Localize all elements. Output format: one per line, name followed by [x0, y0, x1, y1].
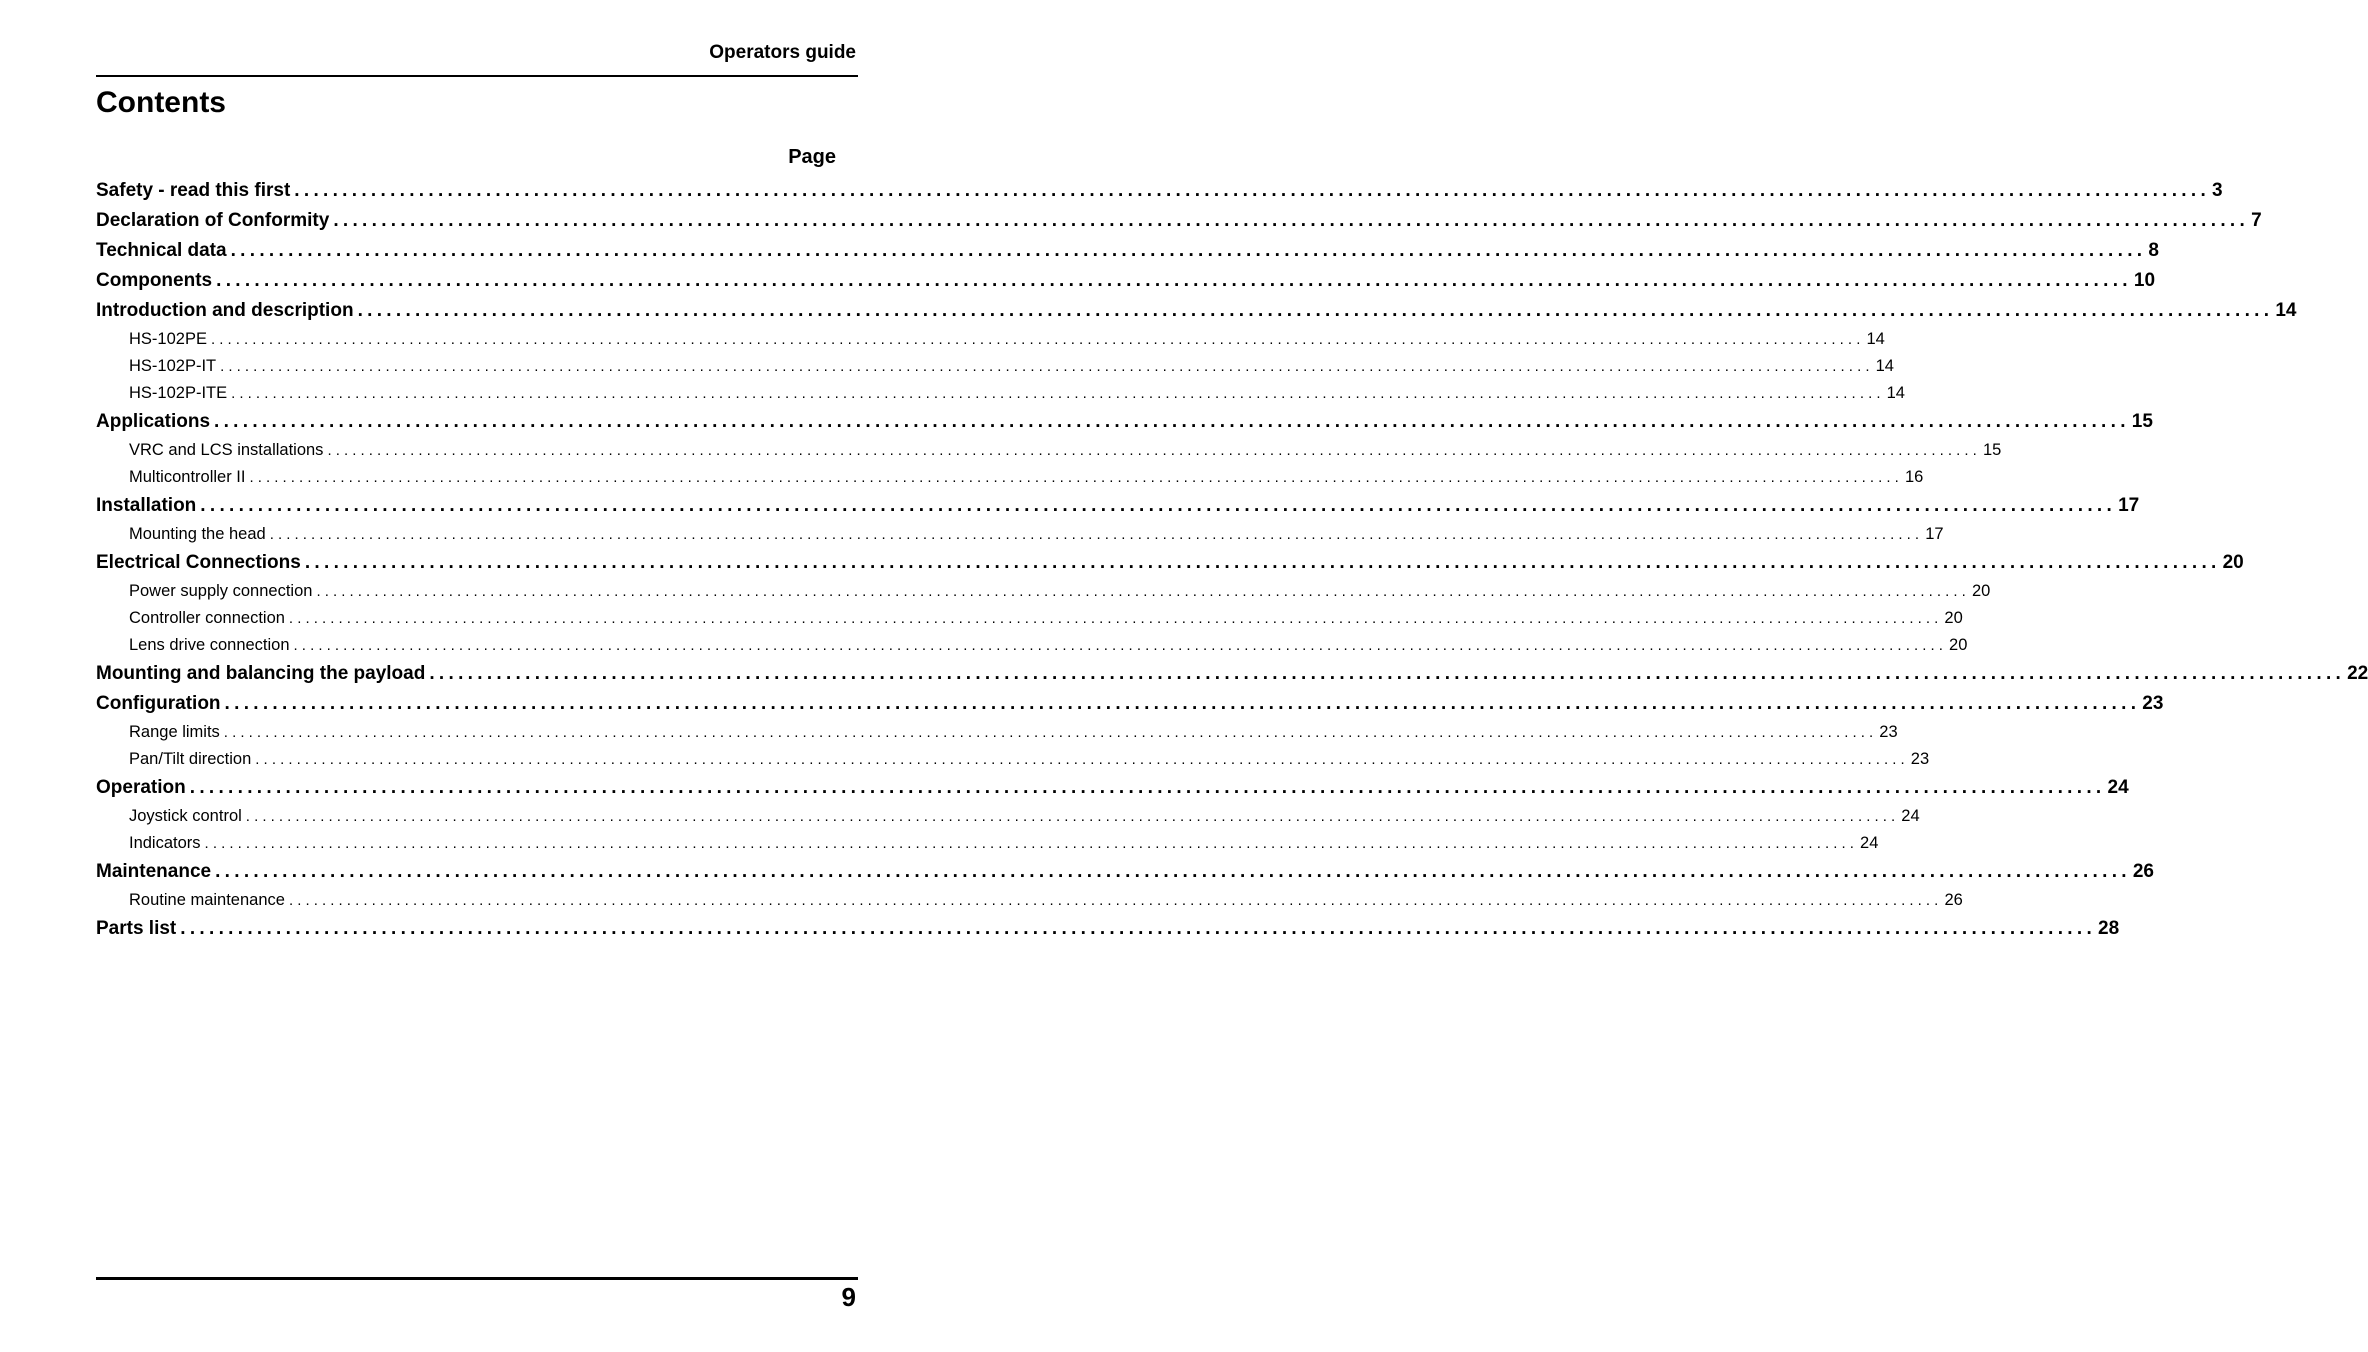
- toc-entry-title: Parts list: [96, 918, 177, 939]
- toc-dot-leader: ........................................................................................................................................................................................................: [215, 861, 2131, 882]
- toc-dot-leader: ........................................................................................................................................................................................................: [429, 663, 2346, 684]
- toc-entry-title: Multicontroller II: [129, 468, 246, 486]
- toc-entry-page: 26: [2132, 861, 2154, 882]
- toc-entry-page: 10: [2133, 270, 2156, 291]
- toc-entry-page: 23: [1910, 750, 1930, 768]
- toc-entry[interactable]: [96, 857, 2154, 887]
- toc-dot-leader: ........................................................................................................................................................................................................: [255, 751, 1909, 768]
- toc-subentry[interactable]: [96, 830, 1879, 857]
- toc-subentry[interactable]: [96, 353, 1894, 380]
- toc-dot-leader: ........................................................................................................................................................................................................: [189, 777, 2106, 798]
- toc-entry-page: 14: [1866, 330, 1885, 348]
- toc-subentry[interactable]: [96, 746, 1930, 773]
- running-header: Operators guide: [709, 42, 856, 63]
- toc-entry-title: VRC and LCS installations: [129, 441, 324, 459]
- toc-entry-page: 20: [1971, 582, 1991, 600]
- toc-entry-title: Components: [96, 270, 213, 291]
- toc-dot-leader: ........................................................................................................................................................................................................: [316, 583, 1970, 600]
- toc-entry-title: Operation: [96, 777, 186, 798]
- toc-entry-page: 22: [2347, 663, 2368, 684]
- toc-entry-title: Electrical Connections: [96, 552, 301, 573]
- toc-entry-title: Routine maintenance: [129, 891, 285, 909]
- toc-entry-title: HS-102P-IT: [129, 357, 217, 375]
- toc-entry[interactable]: [96, 773, 2129, 803]
- toc-subentry[interactable]: [96, 521, 1944, 548]
- toc-entry-page: 15: [1982, 441, 2002, 459]
- page-column-label: Page: [788, 146, 836, 168]
- toc-dot-leader: ........................................................................................................................................................................................................: [223, 724, 1878, 741]
- toc-dot-leader: ........................................................................................................................................................................................................: [357, 300, 2274, 321]
- toc-entry[interactable]: [96, 236, 2159, 266]
- toc-dot-leader: ........................................................................................................................................................................................................: [200, 495, 2117, 516]
- toc-entry[interactable]: [96, 176, 2223, 206]
- toc-entry[interactable]: [96, 407, 2153, 437]
- footer-rule: [96, 1277, 858, 1280]
- toc-dot-leader: ........................................................................................................................................................................................................: [327, 442, 1981, 459]
- toc-subentry[interactable]: [96, 605, 1963, 632]
- page-number: 9: [841, 1282, 856, 1312]
- toc-entry-page: 16: [1904, 468, 1924, 486]
- toc-entry-title: Mounting and balancing the payload: [96, 663, 426, 684]
- toc-entry-page: 24: [1901, 807, 1920, 825]
- toc-entry-title: Introduction and description: [96, 300, 354, 321]
- toc-entry-title: Controller connection: [129, 609, 285, 627]
- toc-subentry[interactable]: [96, 326, 1885, 353]
- toc-entry[interactable]: [96, 491, 2140, 521]
- toc-entry-page: 20: [1944, 609, 1963, 627]
- toc-entry-page: 7: [2251, 210, 2262, 231]
- toc-dot-leader: ........................................................................................................................................................................................................: [210, 331, 1865, 348]
- toc-entry-title: HS-102PE: [129, 330, 207, 348]
- toc-dot-leader: ........................................................................................................................................................................................................: [204, 835, 1859, 852]
- toc-entry-title: Declaration of Conformity: [96, 210, 330, 231]
- toc-entry-title: Installation: [96, 495, 197, 516]
- toc-dot-leader: ........................................................................................................................................................................................................: [230, 240, 2147, 261]
- toc-dot-leader: ........................................................................................................................................................................................................: [214, 411, 2130, 432]
- toc-entry-page: 23: [1879, 723, 1898, 741]
- toc-dot-leader: ........................................................................................................................................................................................................: [220, 358, 1874, 375]
- toc-entry-page: 14: [2275, 300, 2297, 321]
- toc-entry[interactable]: [96, 266, 2156, 296]
- toc-subentry[interactable]: [96, 632, 1968, 659]
- toc-entry-title: Technical data: [96, 240, 227, 261]
- toc-subentry[interactable]: [96, 380, 1905, 407]
- toc-entry[interactable]: [96, 914, 2120, 944]
- toc-entry-page: 14: [1875, 357, 1894, 375]
- toc-entry-page: 8: [2148, 240, 2159, 261]
- toc-entry-title: Joystick control: [129, 807, 242, 825]
- toc-entry[interactable]: [96, 206, 2262, 236]
- toc-entry-page: 20: [1949, 636, 1968, 654]
- toc-entry-page: 3: [2212, 180, 2223, 201]
- toc-entry-page: 14: [1886, 384, 1905, 402]
- toc-dot-leader: ........................................................................................................................................................................................................: [180, 918, 2097, 939]
- toc-dot-leader: ........................................................................................................................................................................................................: [245, 808, 1900, 825]
- toc-entry-page: 15: [2131, 411, 2153, 432]
- toc-entry-title: HS-102P-ITE: [129, 384, 228, 402]
- toc-dot-leader: ........................................................................................................................................................................................................: [304, 552, 2221, 573]
- toc-entry-page: 26: [1944, 891, 1963, 909]
- toc-entry-title: Power supply connection: [129, 582, 313, 600]
- toc-entry[interactable]: [96, 659, 2368, 689]
- toc-subentry[interactable]: [96, 464, 1924, 491]
- toc-entry[interactable]: [96, 689, 2164, 719]
- toc-dot-leader: ........................................................................................................................................................................................................: [294, 180, 2211, 201]
- toc-entry-page: 24: [1860, 834, 1879, 852]
- toc-dot-leader: ........................................................................................................................................................................................................: [216, 270, 2132, 291]
- toc-entry[interactable]: [96, 548, 2244, 578]
- toc-entry-title: Range limits: [129, 723, 220, 741]
- toc-subentry[interactable]: [96, 719, 1898, 746]
- toc-dot-leader: ........................................................................................................................................................................................................: [288, 892, 1943, 909]
- toc-entry-title: Maintenance: [96, 861, 212, 882]
- toc-entry-page: 20: [2222, 552, 2244, 573]
- toc-entry-page: 17: [2118, 495, 2140, 516]
- toc-subentry[interactable]: [96, 887, 1963, 914]
- toc-entry-page: 23: [2142, 693, 2164, 714]
- toc-subentry[interactable]: [96, 437, 2002, 464]
- toc-dot-leader: ........................................................................................................................................................................................................: [333, 210, 2250, 231]
- toc-entry[interactable]: [96, 296, 2297, 326]
- toc-dot-leader: ........................................................................................................................................................................................................: [231, 385, 1885, 402]
- toc-entry-title: Mounting the head: [129, 525, 266, 543]
- toc-entry-title: Pan/Tilt direction: [129, 750, 252, 768]
- toc-entry-page: 28: [2098, 918, 2120, 939]
- toc-subentry[interactable]: [96, 578, 1991, 605]
- header-rule: [96, 75, 858, 77]
- toc-entry-title: Configuration: [96, 693, 221, 714]
- table-of-contents: [96, 176, 2368, 944]
- toc-entry-page: 24: [2107, 777, 2129, 798]
- toc-subentry[interactable]: [96, 803, 1920, 830]
- page-title: Contents: [96, 86, 226, 119]
- toc-dot-leader: ........................................................................................................................................................................................................: [293, 637, 1948, 654]
- toc-dot-leader: ........................................................................................................................................................................................................: [288, 610, 1943, 627]
- toc-entry-title: Indicators: [129, 834, 201, 852]
- toc-dot-leader: ........................................................................................................................................................................................................: [269, 526, 1924, 543]
- toc-entry-title: Applications: [96, 411, 211, 432]
- toc-entry-title: Lens drive connection: [129, 636, 290, 654]
- toc-entry-page: 17: [1925, 525, 1944, 543]
- toc-dot-leader: ........................................................................................................................................................................................................: [249, 469, 1903, 486]
- toc-entry-title: Safety - read this first: [96, 180, 291, 201]
- toc-dot-leader: ........................................................................................................................................................................................................: [224, 693, 2141, 714]
